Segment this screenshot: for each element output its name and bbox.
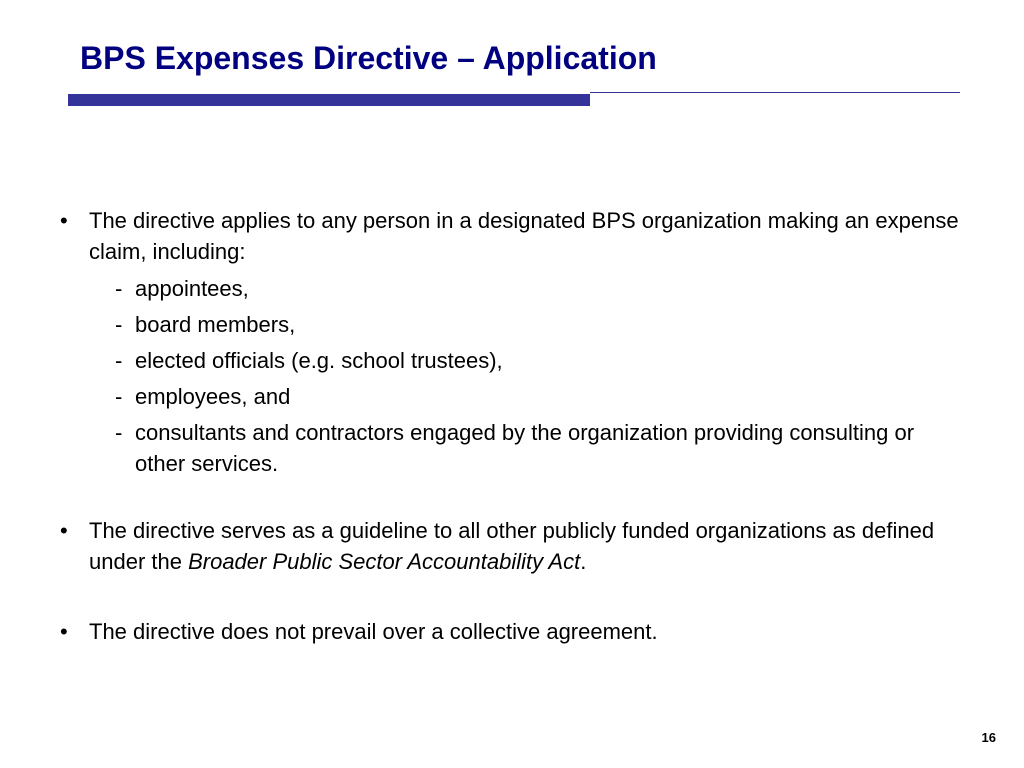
bullet-item-applies	[60, 205, 970, 479]
sub-bullet-list	[89, 273, 970, 479]
title-underline-thick	[68, 94, 590, 106]
bullet-text-before: The directive serves as a guideline to all other publicly funded organizations as defined under the	[89, 518, 935, 574]
sub-item-employees	[113, 381, 970, 412]
dash-marker: -	[115, 348, 123, 373]
sub-item-board-members	[113, 309, 970, 340]
bullet-marker: •	[60, 518, 68, 543]
sub-item-elected-officials	[113, 345, 970, 376]
bullet-text: The directive does not prevail over a collective agreement.	[89, 619, 658, 644]
bullet-text: The directive applies to any person in a designated BPS organization making an expense claim, including:	[89, 208, 959, 264]
sub-item-text: employees, and	[135, 384, 291, 409]
sub-item-text: board members,	[135, 312, 296, 337]
dash-marker: -	[115, 312, 123, 337]
title-underline-thin	[590, 92, 960, 93]
sub-item-consultants	[113, 417, 970, 479]
bullet-marker: •	[60, 619, 68, 644]
slide-title: BPS Expenses Directive – Application	[80, 40, 657, 76]
sub-item-text: consultants and contractors engaged by the organization providing consulting or other services.	[135, 420, 915, 476]
sub-item-text: appointees,	[135, 276, 249, 301]
bullet-item-collective-agreement	[60, 616, 970, 647]
page-number: 16	[981, 730, 996, 745]
dash-marker: -	[115, 276, 123, 301]
dash-marker: -	[115, 384, 123, 409]
sub-item-appointees	[113, 273, 970, 304]
content-bullet-list	[60, 205, 970, 647]
bullet-text-after: .	[580, 549, 587, 574]
dash-marker: -	[115, 420, 123, 445]
sub-item-text: elected officials (e.g. school trustees),	[135, 348, 503, 373]
act-name-italic: Broader Public Sector Accountability Act	[188, 549, 581, 574]
bullet-item-guideline	[60, 515, 970, 577]
bullet-marker: •	[60, 208, 68, 233]
